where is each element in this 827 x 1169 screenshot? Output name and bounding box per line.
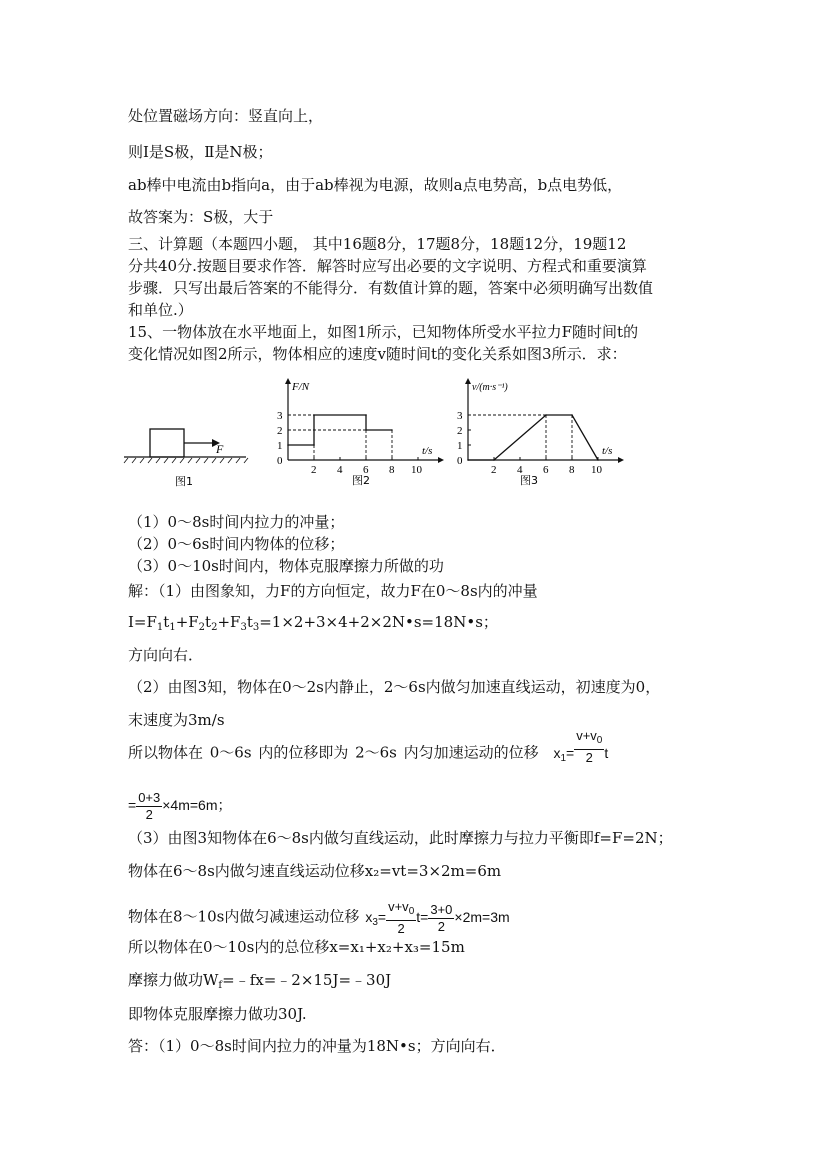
- y-axis-label: F/N: [292, 381, 310, 393]
- x-tick-label: 8: [389, 464, 395, 476]
- ground-hatch: [124, 458, 248, 463]
- x-axis-arrow: [618, 457, 624, 463]
- section-heading: 三、计算题（本题四小题， 其中16题8分，17题8分，18题12分，19题12: [128, 235, 627, 253]
- x-tick-label: 4: [337, 464, 343, 476]
- data-point: [545, 414, 547, 416]
- answer-text: 答：（1）0～8s时间内拉力的冲量为18N•s；方向向右．: [128, 1037, 506, 1055]
- friction-work: 摩擦力做功$W_f=﹣fx=﹣2\times 15J=﹣30J$: [128, 971, 392, 991]
- y-axis-arrow: [285, 378, 291, 384]
- x-axis-label: t/s: [422, 445, 433, 457]
- figure-2-force-chart: [270, 378, 445, 490]
- x-tick-label: 6: [363, 464, 369, 476]
- solution-text: 物体在6～8s内做匀速直线运动位移x₂=vt=3×2m=6m: [128, 862, 502, 880]
- x-axis-label: t/s: [602, 445, 613, 457]
- y-axis-arrow: [465, 378, 471, 384]
- solution-text: （2）由图3知，物体在0～2s内静止，2～6s内做匀加速直线运动，初速度为0，: [128, 678, 661, 696]
- figure-1: [120, 415, 255, 490]
- text-line: 处位置磁场方向：竖直向上，: [128, 107, 324, 125]
- x3-sentence: 物体在8～10s内做匀减速运动位移 $x_3=$ $\frac{v+v_0}{2}$ t= $\frac{3+0}{2}$ ×2m=3m: [128, 899, 510, 936]
- figure-caption: 图1: [175, 475, 193, 488]
- text-line: ab棒中电流由b指向a，由于ab棒视为电源，故则a点电势高，b点电势低，: [128, 176, 623, 194]
- x-tick-label: 10: [411, 464, 422, 476]
- y-tick-label: 3: [277, 410, 283, 422]
- solution-text: 即物体克服摩擦力做功30J.: [128, 1005, 307, 1023]
- x-tick-label: 2: [491, 464, 497, 476]
- force-label: F: [216, 442, 224, 456]
- displacement-sentence: 所以物体在 0～6s 内的位移即为 2～6s 内匀加速运动的位移 $x_1=$ $\frac{v+v_0}{2}$ t: [128, 728, 609, 765]
- data-point: [571, 414, 573, 416]
- x-tick-label: 4: [517, 464, 523, 476]
- y-tick-label: 0: [277, 455, 283, 467]
- section-instructions: 和单位.）: [128, 301, 193, 319]
- y-tick-label: 1: [457, 440, 463, 452]
- block-shape: [150, 429, 184, 457]
- question-text: 15、一物体放在水平地面上，如图1所示，已知物体所受水平拉力F随时间t的: [128, 323, 639, 341]
- x3-formula: $x_3=$ $\frac{v+v_0}{2}$ t= $\frac{3+0}{2}$ ×2m=3m: [365, 899, 510, 936]
- section-instructions: 步骤．只写出最后答案的不能得分．有数值计算的题，答案中必须明确写出数值: [128, 279, 654, 297]
- data-point: [493, 459, 495, 461]
- question-part: （3）0～10s时间内，物体克服摩擦力所做的功: [128, 557, 444, 575]
- x-tick-label: 2: [311, 464, 317, 476]
- text-line: 则Ⅰ是S极，Ⅱ是N极；: [128, 143, 273, 161]
- data-point: [467, 459, 469, 461]
- x1-result: = $\frac{0+3}{2}$ ×4m=6m；: [128, 790, 232, 822]
- x-axis-arrow: [438, 457, 444, 463]
- velocity-series-line: [468, 415, 598, 460]
- y-tick-label: 2: [457, 425, 463, 437]
- solution-text: 方向向右．: [128, 646, 204, 664]
- y-tick-label: 3: [457, 410, 463, 422]
- x-tick-label: 10: [591, 464, 602, 476]
- figure-caption: 图2: [352, 474, 370, 487]
- figure-3-velocity-chart: [450, 378, 625, 490]
- x-tick-label: 6: [543, 464, 549, 476]
- solution-text: （3）由图3知物体在6～8s内做匀直线运动，此时摩擦力与拉力平衡即f=F=2N；: [128, 829, 673, 847]
- data-point: [313, 444, 315, 446]
- solution-text: 末速度为3m/s: [128, 711, 225, 729]
- data-point: [287, 444, 289, 446]
- x1-formula: $x_1=$ $\frac{v+v_0}{2}$ t: [553, 728, 609, 765]
- question-text: 变化情况如图2所示，物体相应的速度v随时间t的变化关系如图3所示．求：: [128, 345, 627, 363]
- data-point: [365, 429, 367, 431]
- text-line: 故答案为：S极，大于: [128, 208, 274, 226]
- data-point: [597, 459, 599, 461]
- data-point: [365, 414, 367, 416]
- data-point: [391, 429, 393, 431]
- section-instructions: 分共40分.按题目要求作答．解答时应写出必要的文字说明、方程式和重要演算: [128, 257, 647, 275]
- solution-text: 所以物体在0～10s内的总位移x=x₁+x₂+x₃=15m: [128, 938, 465, 956]
- data-point: [313, 414, 315, 416]
- y-tick-label: 0: [457, 455, 463, 467]
- y-axis-label: v/(m·s⁻¹): [472, 382, 508, 393]
- figure-caption: 图3: [520, 474, 538, 487]
- x-tick-label: 8: [569, 464, 575, 476]
- y-tick-label: 2: [277, 425, 283, 437]
- y-tick-label: 1: [277, 440, 283, 452]
- question-part: （2）0～6s时间内物体的位移；: [128, 535, 345, 553]
- question-part: （1）0～8s时间内拉力的冲量；: [128, 513, 345, 531]
- solution-text: 解：（1）由图象知，力F的方向恒定，故力F在0～8s内的冲量: [128, 582, 538, 600]
- impulse-equation: $I=F_1t_1+F_2t_2+F_3t_3=1\times 2+3\times 4+2\times 2N•s=18N•s$；: [128, 613, 498, 633]
